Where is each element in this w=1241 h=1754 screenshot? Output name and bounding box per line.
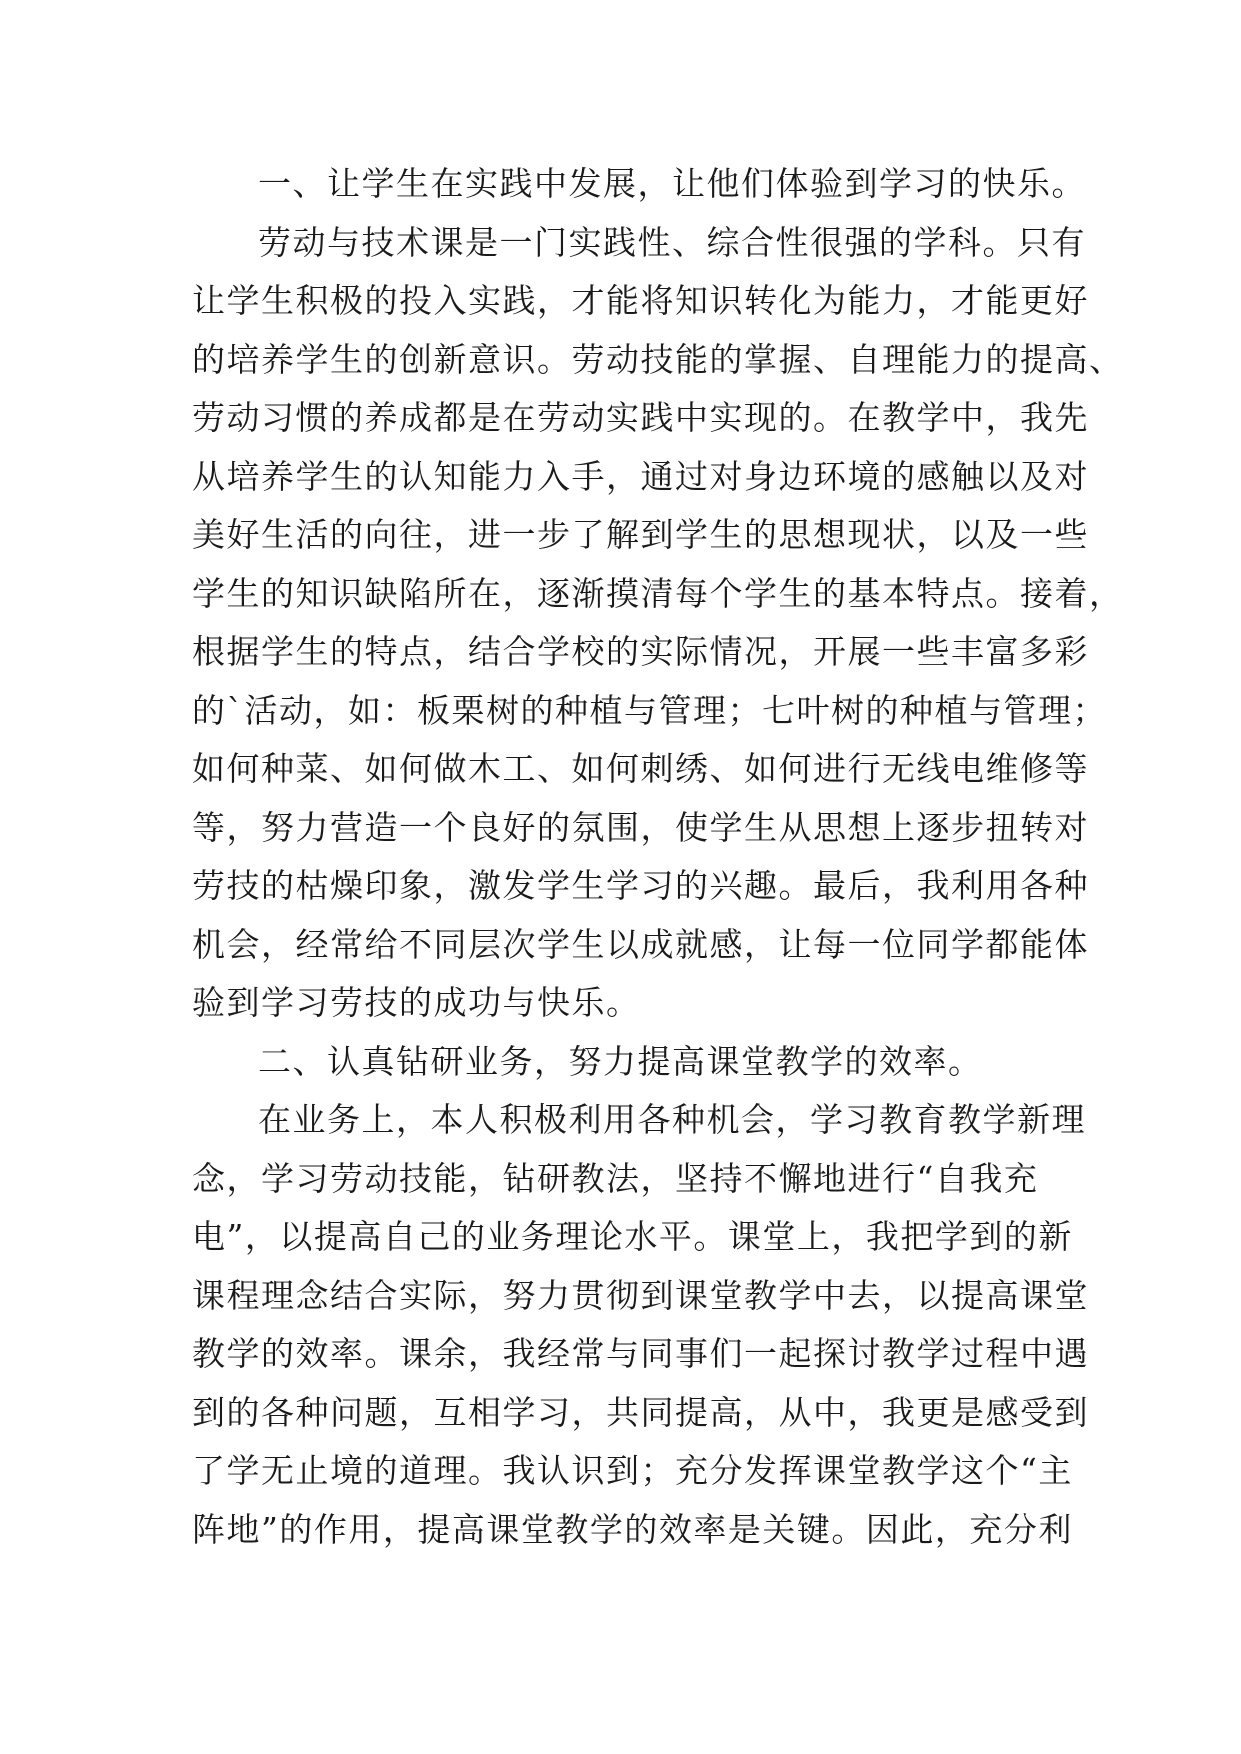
paragraph-line: 教学的效率。课余，我经常与同事们一起探讨教学过程中遇 <box>192 1334 1089 1373</box>
paragraph-line: 了学无止境的道理。我认识到；充分发挥课堂教学这个“主 <box>192 1451 1073 1490</box>
paragraph-line: 念，学习劳动技能，钻研教法，坚持不懈地进行“自我充 <box>192 1158 1039 1198</box>
paragraph-line: 等，努力营造一个良好的氛围，使学生从思想上逐步扭转对 <box>192 807 1089 847</box>
paragraph-line: 劳动与技术课是一门实践性、综合性很强的学科。只有 <box>258 222 1086 262</box>
paragraph-line: 的培养学生的创新意识。劳动技能的掌握、自理能力的提高、 <box>192 339 1124 379</box>
paragraph-line: 阵地”的作用，提高课堂教学的效率是关键。因此，充分利 <box>192 1509 1073 1549</box>
section-heading-2: 二、认真钻研业务，努力提高课堂教学的效率。 <box>258 1041 983 1081</box>
paragraph-line: 如何种菜、如何做木工、如何刺绣、如何进行无线电维修等 <box>192 749 1089 788</box>
document-body <box>192 155 1124 1559</box>
section-heading-1: 一、让学生在实践中发展，让他们体验到学习的快乐。 <box>258 164 1086 203</box>
paragraph-line: 让学生积极的投入实践，才能将知识转化为能力，才能更好 <box>192 281 1089 320</box>
paragraph-line: 电”，以提高自己的业务理论水平。课堂上，我把学到的新 <box>192 1217 1073 1256</box>
paragraph-line: 验到学习劳技的成功与快乐。 <box>192 983 641 1022</box>
paragraph-line: 的`活动，如：板栗树的种植与管理；七叶树的种植与管理； <box>192 690 1107 730</box>
paragraph-line: 从培养学生的认知能力入手，通过对身边环境的感触以及对 <box>192 456 1089 496</box>
paragraph-line: 劳动习惯的养成都是在劳动实践中实现的。在教学中，我先 <box>192 398 1089 437</box>
paragraph-line: 到的各种问题，互相学习，共同提高，从中，我更是感受到 <box>192 1392 1089 1432</box>
paragraph-line: 机会，经常给不同层次学生以成就感，让每一位同学都能体 <box>192 924 1089 964</box>
paragraph-line: 在业务上，本人积极利用各种机会，学习教育教学新理 <box>258 1100 1086 1139</box>
paragraph-line: 课程理念结合实际，努力贯彻到课堂教学中去，以提高课堂 <box>192 1275 1089 1315</box>
paragraph-line: 劳技的枯燥印象，激发学生学习的兴趣。最后，我利用各种 <box>192 866 1089 905</box>
paragraph-line: 根据学生的特点，结合学校的实际情况，开展一些丰富多彩 <box>192 632 1089 671</box>
paragraph-line: 美好生活的向往，进一步了解到学生的思想现状，以及一些 <box>192 515 1089 554</box>
paragraph-line: 学生的知识缺陷所在，逐渐摸清每个学生的基本特点。接着， <box>192 573 1124 613</box>
